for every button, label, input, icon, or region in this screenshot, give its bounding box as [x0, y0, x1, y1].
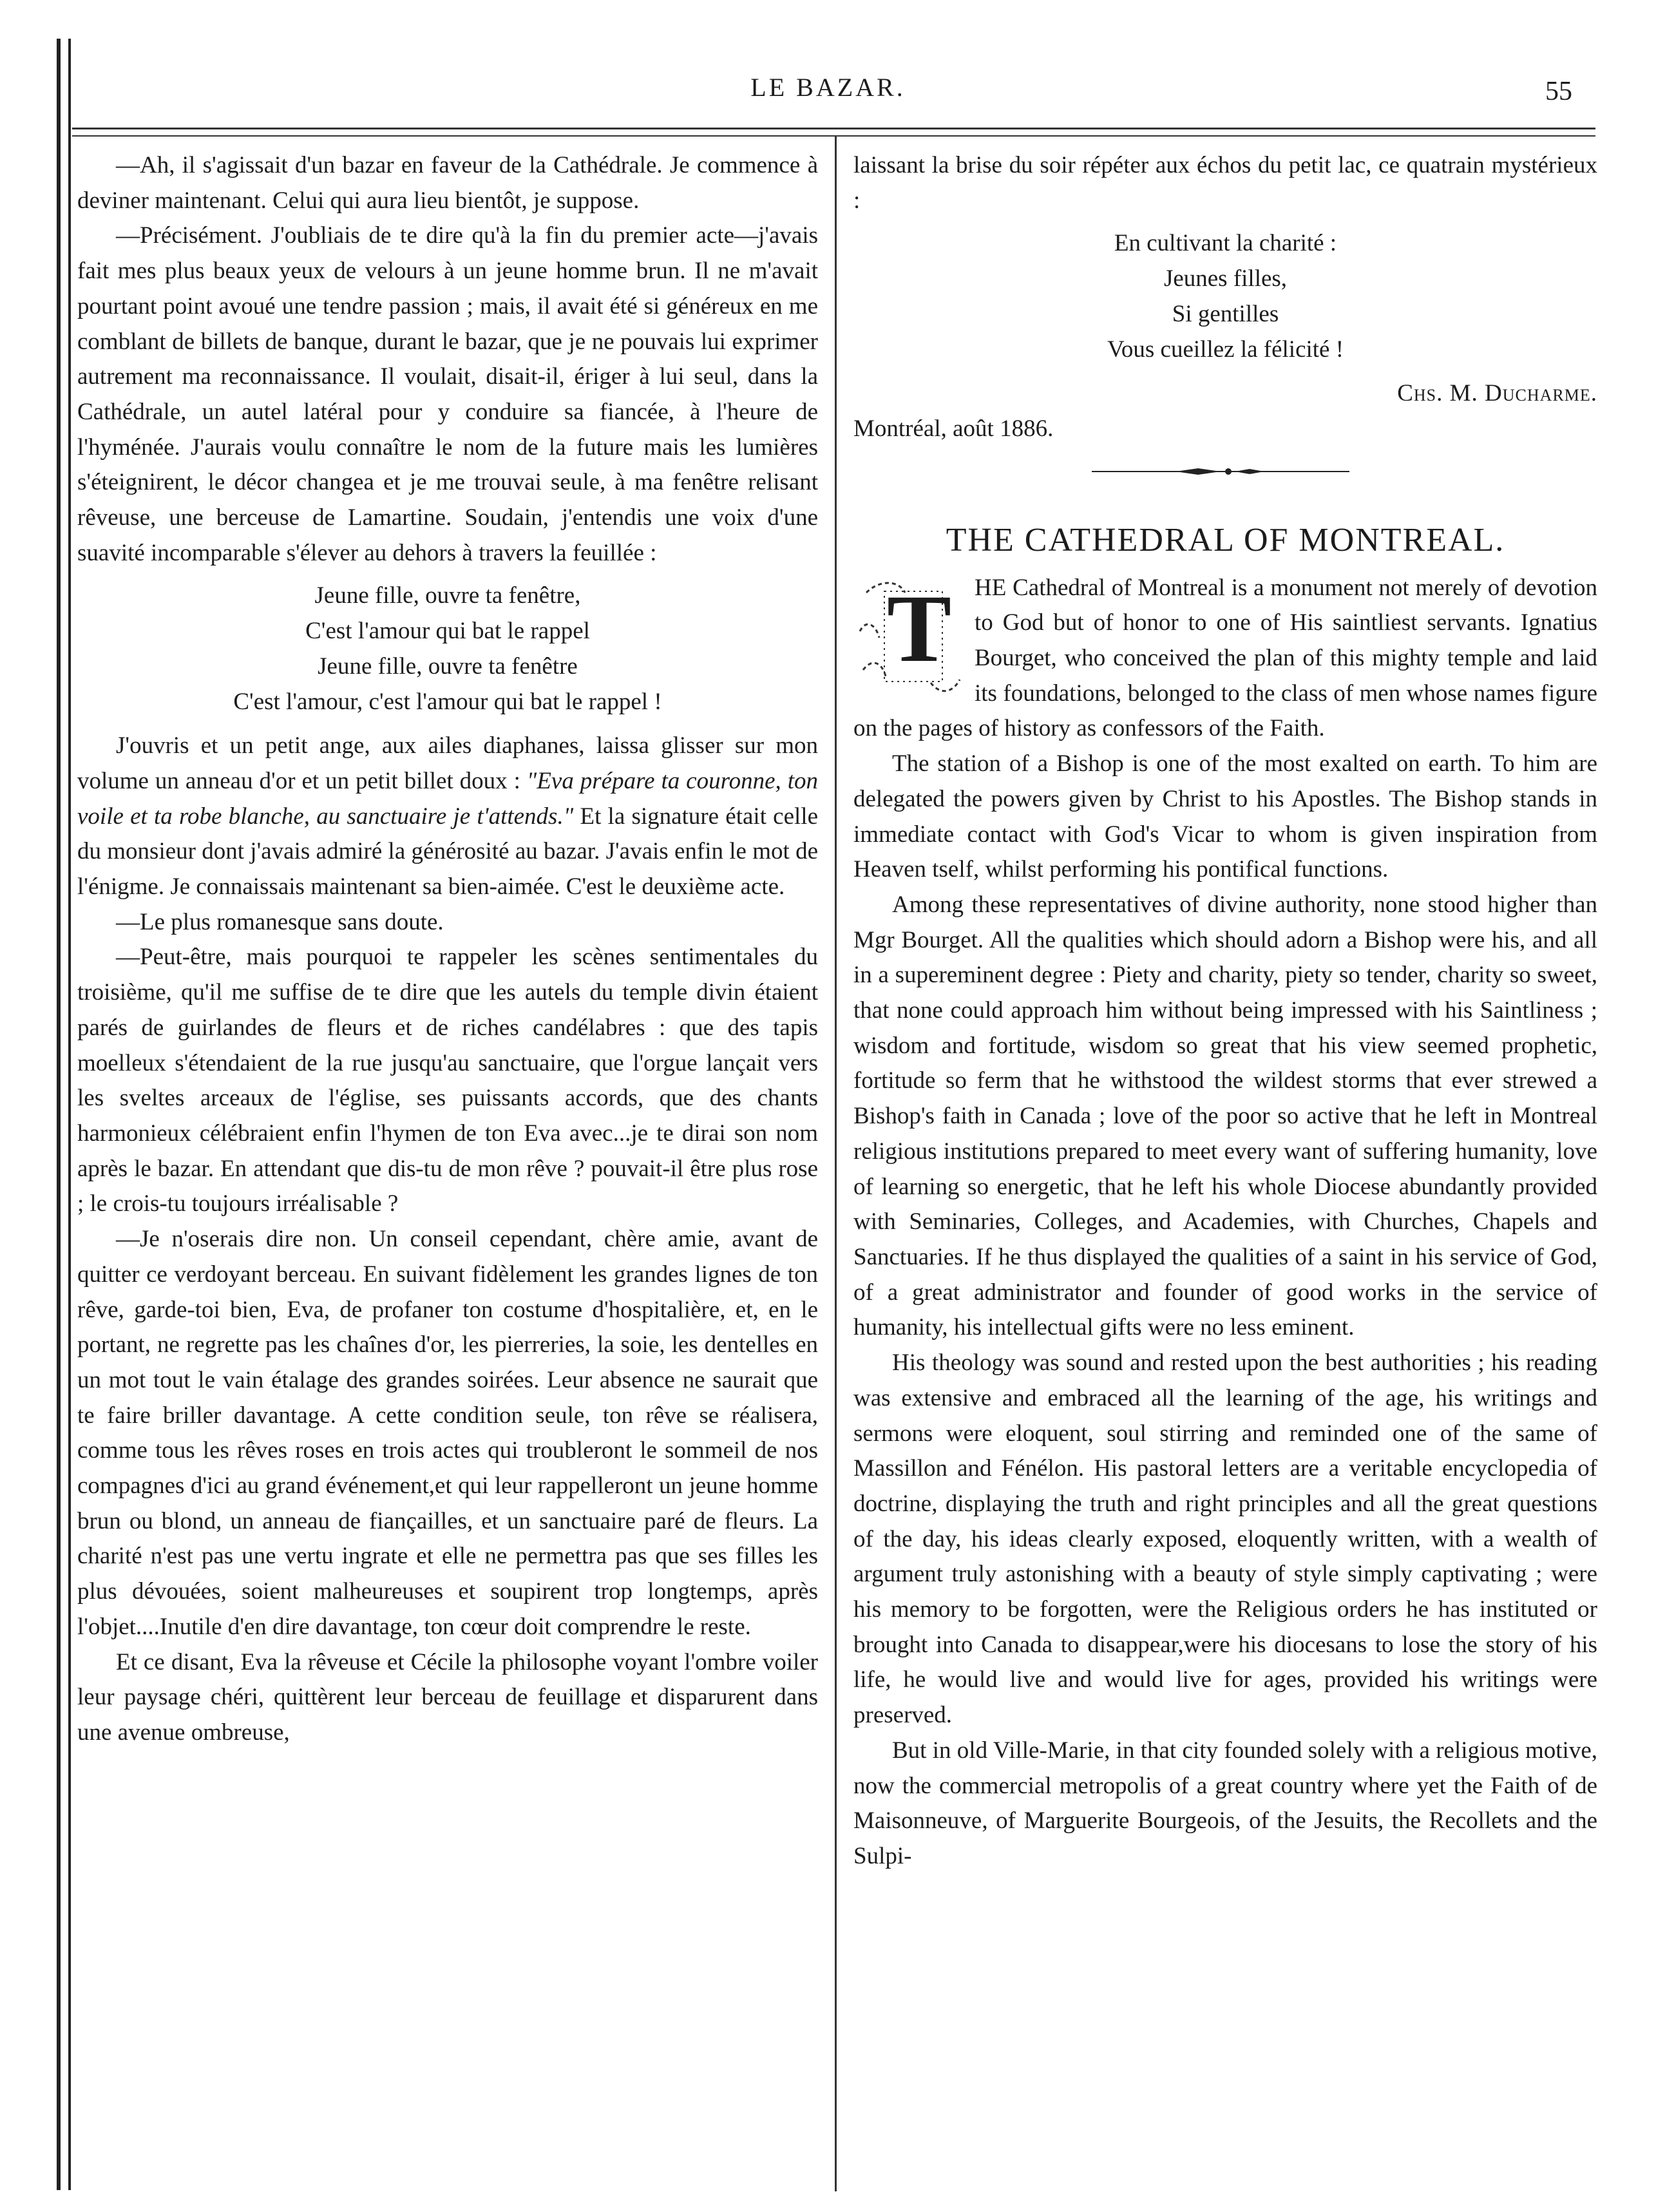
drop-cap-letter: T — [887, 575, 952, 682]
running-title: LE BAZAR. — [750, 73, 906, 102]
verse-line: En cultivant la charité : — [1114, 230, 1337, 257]
paragraph: —Ah, il s'agissait d'un bazar en faveur de la Cathédrale. Je commence à deviner maintenant. Celui qui aura lieu bientôt, je suppose. — [77, 152, 818, 214]
paragraph: —Le plus romanesque sans doute. — [116, 908, 444, 935]
paragraph — [77, 729, 818, 905]
verse-line: C'est l'amour, c'est l'amour qui bat le rappel ! — [233, 688, 662, 715]
column-divider — [835, 137, 837, 2191]
italic-quote: "Eva prépare ta couronne, ton voile et ta robe blanche, au sanctuaire je t'attends." — [77, 767, 819, 830]
header-rule — [72, 128, 1595, 129]
binding-edge-inner — [68, 39, 71, 2190]
paragraph: The station of a Bishop is one of the most exalted on earth. To him are delegated the powers given by Christ to his Apostles. The Bishop stands in immediate contact with God's Vicar to whom is given inspiration from Heaven tself, whilst performing his pontifical functions. — [853, 750, 1597, 883]
paragraph: laissant la brise du soir répéter aux échos du petit lac, ce quatrain mystérieux : — [853, 152, 1597, 214]
verse-line: C'est l'amour qui bat le rappel — [305, 618, 590, 645]
verse-line: Jeunes filles, — [1163, 265, 1288, 292]
verse-line: Vous cueillez la félicité ! — [1107, 336, 1344, 363]
paragraph: But in old Ville-Marie, in that city founded solely with a religious motive, now the commercial metropolis of a great country where yet the Faith of de Maisonneuve, of Marguerite Bourgeois, of the Jesuits, the Recollets and the Sulpi- — [853, 1737, 1597, 1869]
paragraph: Et ce disant, Eva la rêveuse et Cécile la philosophe voyant l'ombre voiler leur paysage chéri, quittèrent leur berceau de feuillage et disparurent dans une avenue ombreuse, — [77, 1648, 818, 1746]
paragraph: HE Cathedral of Montreal is a monument not merely of devotion to God but of honor to one of His saintliest servants. Ignatius Bourget, who conceived the plan of this mighty temple and laid its foundations, belonged to the class of men whose names figure on the pages of history as confessors of the Faith. — [853, 574, 1597, 742]
verse-line: Jeune fille, ouvre ta fenêtre, — [314, 582, 581, 609]
verse-block — [77, 578, 818, 720]
author-signature: Chs. M. Ducharme. — [1397, 380, 1597, 407]
paragraph: Among these representatives of divine authority, none stood higher than Mgr Bourget. All the qualities which should adorn a Bishop were his, and all in a supereminent degree : Piety and charity, piety so tender, charity so sweet, that none could approach him without being impressed with his Saintliness ; wisdom and fortitude, wisdom so great that his view seemed prophetic, fortitude so ferm that he withstood the wildest storms that ever strewed a Bishop's faith in Canada ; love of the poor so active that he left in Montreal religious institutions prepared to meet every want of suffering humanity, love of learning so energetic, that he left his whole Diocese abundantly provided with Seminaries, Colleges, and Academies, with Churches, Chapels and Sanctuaries. If he thus displayed the qualities of a saint in his service of God, of a great administrator and founder of good works in the service of humanity, his intellectual gifts were no less eminent. — [853, 891, 1597, 1341]
header-rule-thin — [72, 135, 1595, 137]
dateline: Montréal, août 1886. — [853, 415, 1054, 442]
verse-line: Si gentilles — [1172, 300, 1279, 327]
paragraph: —Précisément. J'oubliais de te dire qu'à la fin du premier acte—j'avais fait mes plus beaux yeux de velours à un jeune homme brun. Il ne m'avait pourtant point avoué une tendre passion ; mais, il avait été si généreux en me comblant de billets de banque, durant le bazar, que je ne pouvais lui exprimer autrement ma reconnaissance. Il voulait, disait-il, ériger à lui seul, dans la Cathédrale, un autel latéral pour y conduire sa fiancée, à l'heure de l'hyménée. J'aurais voulu connaître le nom de la future mais les lumières s'éteignirent, le décor changea et je me trouvai seule, à ma fenêtre relisant rêveuse, une berceuse de Lamartine. Soudain, j'entendis une voix d'une suavité incomparable s'élever au dehors à travers la feuillée : — [77, 222, 818, 566]
binding-edge — [57, 39, 61, 2190]
paragraph-text: J'ouvris et un petit ange, aux ailes diaphanes, laissa glisser sur mon volume un anneau d'or et un petit billet doux : — [77, 732, 818, 794]
ornament-rule-icon — [1092, 465, 1349, 478]
paragraph: —Je n'oserais dire non. Un conseil cependant, chère amie, avant de quitter ce verdoyant berceau. En suivant fidèlement les grandes lignes de ton rêve, garde-toi bien, Eva, de profaner ton costume d'hospitalière, et, en le portant, ne regrette pas les chaînes d'or, les pierreries, la soie, les dentelles en un mot tout le vain étalage des grandes soirées. Leur absence ne saurait que te faire briller davantage. A cette condition seule, ton rêve se réalisera, comme tous les rêves roses en trois actes qui troubleront le sommeil de nos compagnes d'ici au grand événement,et qui leur rappelleront un jeune homme brun ou blond, un anneau de fiançailles, et un sanctuaire paré de fleurs. La charité n'est pas une vertu ingrate et elle ne permettra pas que ses filles les plus dévouées, soient malheureuses et soupirent trop longtemps, après l'objet....Inutile d'en dire davantage, ton cœur doit comprendre le reste. — [77, 1226, 818, 1640]
section-ornament — [853, 447, 1597, 518]
quatrain — [853, 226, 1597, 367]
decorative-initial — [853, 573, 963, 702]
paragraph: His theology was sound and rested upon the best authorities ; his reading was extensive and embraced all the learning of the age, his writings and sermons were eloquent, soul stirring and reminded one of the same of Massillon and Fénélon. His pastoral letters are a veritable encyclopedia of doctrine, displaying the truth and right principles and all the great questions of the day, his ideas clearly exposed, eloquently written, with a wealth of argument truly astonishing with a beauty of style simply captivating ; were his memory to be forgotten, were the Religious orders he has instituted or brought into Canada to disappear,were his diocesans to lose the story of his life, he would live and would live for ages, provided his writings were preserved. — [853, 1349, 1597, 1729]
left-column — [77, 148, 818, 1751]
page-number: 55 — [1545, 77, 1572, 106]
paragraph-text: Et la signature était celle du monsieur dont j'avais admiré la générosité au bazar. J'avais enfin le mot de l'énigme. Je connaissais maintenant sa bien-aimée. C'est le deuxième acte. — [77, 803, 819, 901]
paragraph: —Peut-être, mais pourquoi te rappeler les scènes sentimentales du troisième, qu'il me suffise de te dire que les autels du temple divin étaient parés de guirlandes de fleurs et de riches candélabres : que des tapis moelleux s'étendaient de la rue jusqu'au sanctuaire, que l'orgue lançait vers les sveltes arceaux de l'église, ses puissants accords, que des chants harmonieux célébraient enfin l'hymen de ton Eva avec...je te dirai son nom après le bazar. En attendant que dis-tu de mon rêve ? pouvait-il être plus rose ; le crois-tu toujours irréalisable ? — [77, 944, 818, 1217]
verse-line: Jeune fille, ouvre ta fenêtre — [318, 653, 578, 680]
right-column — [853, 148, 1597, 1874]
article-title: THE CATHEDRAL OF MONTREAL. — [946, 521, 1505, 558]
